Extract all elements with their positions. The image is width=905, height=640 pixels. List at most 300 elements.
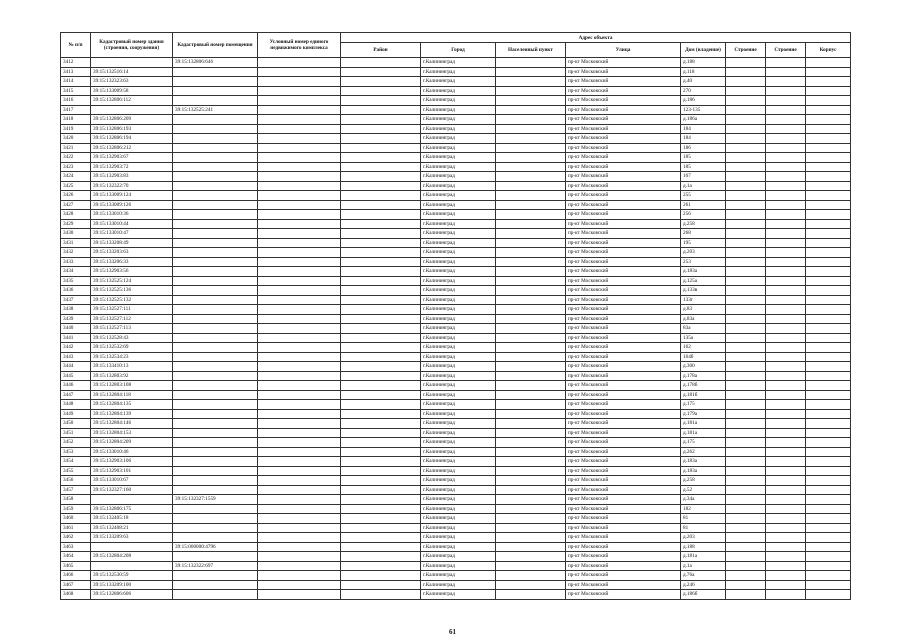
cell-building	[766, 419, 806, 429]
cell-building	[766, 191, 806, 201]
cell-room-cadastral	[173, 191, 258, 201]
cell-building	[766, 409, 806, 419]
cell-city: г.Калининград	[421, 409, 496, 419]
cell-house: д.186б	[681, 590, 726, 600]
table-row	[61, 514, 851, 524]
cell-building-cadastral: 39:15:132903:56	[91, 267, 173, 277]
cell-city: г.Калининград	[421, 438, 496, 448]
cell-street: пр-кт Московский	[566, 447, 681, 457]
cell-room-cadastral: 39:15:132806:646	[173, 58, 258, 68]
cell-building-cadastral: 39:15:132516:14	[91, 67, 173, 77]
cell-num: 3427	[61, 200, 91, 210]
cell-room-cadastral	[173, 77, 258, 87]
cell-num: 3456	[61, 476, 91, 486]
cell-building	[766, 495, 806, 505]
cell-street: пр-кт Московский	[566, 590, 681, 600]
cell-apartment	[806, 447, 851, 457]
cell-house: д.178а	[681, 371, 726, 381]
cell-district	[341, 162, 421, 172]
cell-building-cadastral: 39:15:132525:132	[91, 295, 173, 305]
cell-building-cadastral: 39:15:133206:33	[91, 257, 173, 267]
cell-settlement	[496, 200, 566, 210]
cell-apartment	[806, 381, 851, 391]
cell-apartment	[806, 219, 851, 229]
cell-district	[341, 115, 421, 125]
cell-street: пр-кт Московский	[566, 571, 681, 581]
cell-building-cadastral: 39:15:132408:21	[91, 523, 173, 533]
cell-apartment	[806, 153, 851, 163]
cell-settlement	[496, 552, 566, 562]
header-address-group: Адрес объекта	[341, 33, 851, 43]
cell-complex	[258, 295, 341, 305]
page-number: 61	[449, 628, 456, 636]
cell-num: 3452	[61, 438, 91, 448]
cell-district	[341, 143, 421, 153]
cell-building	[766, 580, 806, 590]
cell-num: 3429	[61, 219, 91, 229]
cell-house: 167	[681, 172, 726, 182]
cell-korpus	[726, 305, 766, 315]
cell-district	[341, 134, 421, 144]
cell-apartment	[806, 466, 851, 476]
cell-district	[341, 86, 421, 96]
cell-complex	[258, 371, 341, 381]
cell-num: 3457	[61, 485, 91, 495]
table-row	[61, 495, 851, 505]
cell-korpus	[726, 438, 766, 448]
cell-building-cadastral	[91, 561, 173, 571]
cell-building	[766, 153, 806, 163]
cell-settlement	[496, 134, 566, 144]
cell-complex	[258, 466, 341, 476]
cell-apartment	[806, 485, 851, 495]
cell-street: пр-кт Московский	[566, 390, 681, 400]
cell-building	[766, 352, 806, 362]
cell-room-cadastral	[173, 533, 258, 543]
cell-settlement	[496, 181, 566, 191]
cell-building-cadastral: 39:15:132806:212	[91, 143, 173, 153]
cell-city: г.Калининград	[421, 542, 496, 552]
cell-apartment	[806, 400, 851, 410]
cell-settlement	[496, 257, 566, 267]
cell-street: пр-кт Московский	[566, 428, 681, 438]
cell-settlement	[496, 390, 566, 400]
table-row	[61, 485, 851, 495]
cell-street: пр-кт Московский	[566, 343, 681, 353]
cell-korpus	[726, 143, 766, 153]
cell-district	[341, 153, 421, 163]
cell-complex	[258, 115, 341, 125]
table-row	[61, 333, 851, 343]
cell-num: 3425	[61, 181, 91, 191]
cell-city: г.Калининград	[421, 352, 496, 362]
header-house: Дом (владение)	[681, 43, 726, 58]
cell-korpus	[726, 419, 766, 429]
cell-building	[766, 552, 806, 562]
cell-complex	[258, 305, 341, 315]
cell-street: пр-кт Московский	[566, 96, 681, 106]
cell-settlement	[496, 514, 566, 524]
cell-house: д.175	[681, 400, 726, 410]
cell-apartment	[806, 371, 851, 381]
cell-building	[766, 67, 806, 77]
cell-street: пр-кт Московский	[566, 210, 681, 220]
cell-korpus	[726, 314, 766, 324]
cell-street: пр-кт Московский	[566, 267, 681, 277]
cell-complex	[258, 514, 341, 524]
cell-room-cadastral	[173, 352, 258, 362]
cell-district	[341, 305, 421, 315]
table-row	[61, 533, 851, 543]
cell-settlement	[496, 324, 566, 334]
table-row	[61, 96, 851, 106]
table-row	[61, 400, 851, 410]
cell-building-cadastral: 39:15:132322:70	[91, 181, 173, 191]
cell-num: 3462	[61, 533, 91, 543]
cell-complex	[258, 343, 341, 353]
cell-settlement	[496, 362, 566, 372]
cell-settlement	[496, 153, 566, 163]
cell-building-cadastral: 39:15:133010:46	[91, 447, 173, 457]
cell-complex	[258, 352, 341, 362]
cell-settlement	[496, 419, 566, 429]
table-row	[61, 286, 851, 296]
cell-room-cadastral	[173, 115, 258, 125]
cell-apartment	[806, 267, 851, 277]
cell-settlement	[496, 229, 566, 239]
cell-building	[766, 428, 806, 438]
cell-settlement	[496, 305, 566, 315]
cell-apartment	[806, 143, 851, 153]
table-row	[61, 324, 851, 334]
cell-complex	[258, 314, 341, 324]
cell-settlement	[496, 438, 566, 448]
cell-district	[341, 314, 421, 324]
cell-city: г.Калининград	[421, 447, 496, 457]
cell-district	[341, 124, 421, 134]
cell-street: пр-кт Московский	[566, 115, 681, 125]
cell-district	[341, 333, 421, 343]
cell-house: 81	[681, 514, 726, 524]
cell-num: 3423	[61, 162, 91, 172]
cell-street: пр-кт Московский	[566, 67, 681, 77]
cadastral-register-table	[60, 32, 851, 600]
cell-apartment	[806, 438, 851, 448]
cell-city: г.Калининград	[421, 295, 496, 305]
cell-house: 261	[681, 200, 726, 210]
cell-korpus	[726, 371, 766, 381]
cell-house: 268	[681, 229, 726, 239]
cell-apartment	[806, 352, 851, 362]
cell-settlement	[496, 343, 566, 353]
cell-house: д.203	[681, 248, 726, 258]
cell-settlement	[496, 381, 566, 391]
cell-apartment	[806, 172, 851, 182]
cell-district	[341, 590, 421, 600]
cell-complex	[258, 238, 341, 248]
cell-apartment	[806, 134, 851, 144]
cell-room-cadastral	[173, 143, 258, 153]
table-row	[61, 248, 851, 258]
cell-street: пр-кт Московский	[566, 219, 681, 229]
cell-street: пр-кт Московский	[566, 371, 681, 381]
cell-room-cadastral	[173, 504, 258, 514]
cell-city: г.Калининград	[421, 77, 496, 87]
cell-complex	[258, 105, 341, 115]
cell-num: 3449	[61, 409, 91, 419]
cell-complex	[258, 495, 341, 505]
cell-district	[341, 533, 421, 543]
cell-district	[341, 276, 421, 286]
cell-city: г.Калининград	[421, 495, 496, 505]
cell-settlement	[496, 77, 566, 87]
table-row	[61, 428, 851, 438]
cell-room-cadastral	[173, 124, 258, 134]
cell-building	[766, 172, 806, 182]
cell-house: 164б	[681, 352, 726, 362]
cell-street: пр-кт Московский	[566, 409, 681, 419]
cell-room-cadastral	[173, 172, 258, 182]
cell-korpus	[726, 533, 766, 543]
table-row	[61, 295, 851, 305]
cell-house: д.186	[681, 96, 726, 106]
cell-house: д.246	[681, 580, 726, 590]
cell-korpus	[726, 115, 766, 125]
cell-room-cadastral	[173, 523, 258, 533]
table-row	[61, 134, 851, 144]
cell-district	[341, 400, 421, 410]
cell-complex	[258, 571, 341, 581]
cell-district	[341, 362, 421, 372]
cell-korpus	[726, 523, 766, 533]
cell-settlement	[496, 542, 566, 552]
cell-korpus	[726, 552, 766, 562]
cell-num: 3421	[61, 143, 91, 153]
cell-building-cadastral: 39:15:132804:208	[91, 552, 173, 562]
cell-building	[766, 238, 806, 248]
cell-num: 3450	[61, 419, 91, 429]
cell-building-cadastral: 39:15:133010:44	[91, 219, 173, 229]
table-row	[61, 409, 851, 419]
cell-korpus	[726, 504, 766, 514]
cell-complex	[258, 58, 341, 68]
cell-room-cadastral	[173, 162, 258, 172]
cell-street: пр-кт Московский	[566, 286, 681, 296]
cell-settlement	[496, 124, 566, 134]
cell-room-cadastral	[173, 86, 258, 96]
cell-settlement	[496, 210, 566, 220]
cell-district	[341, 267, 421, 277]
cell-apartment	[806, 523, 851, 533]
cell-settlement	[496, 172, 566, 182]
cell-city: г.Калининград	[421, 419, 496, 429]
cell-complex	[258, 457, 341, 467]
cell-house: 253	[681, 257, 726, 267]
cell-num: 3459	[61, 504, 91, 514]
table-row	[61, 238, 851, 248]
cell-room-cadastral	[173, 96, 258, 106]
cell-building-cadastral: 39:15:132527:113	[91, 324, 173, 334]
cell-house: 184	[681, 134, 726, 144]
cell-settlement	[496, 67, 566, 77]
cell-street: пр-кт Московский	[566, 362, 681, 372]
table-header	[61, 33, 851, 58]
cell-korpus	[726, 457, 766, 467]
cell-building-cadastral: 39:15:132806:606	[91, 590, 173, 600]
cell-settlement	[496, 276, 566, 286]
cell-apartment	[806, 229, 851, 239]
cell-city: г.Калининград	[421, 200, 496, 210]
cell-settlement	[496, 191, 566, 201]
cell-house: д.183а	[681, 267, 726, 277]
cell-room-cadastral	[173, 485, 258, 495]
cell-num: 3415	[61, 86, 91, 96]
cell-complex	[258, 362, 341, 372]
cell-city: г.Калининград	[421, 400, 496, 410]
cell-settlement	[496, 314, 566, 324]
cell-district	[341, 438, 421, 448]
cell-complex	[258, 248, 341, 258]
cell-apartment	[806, 362, 851, 372]
cell-korpus	[726, 476, 766, 486]
header-settlement: Населенный пункт	[496, 43, 566, 58]
cell-district	[341, 343, 421, 353]
cell-num: 3442	[61, 343, 91, 353]
cell-building	[766, 77, 806, 87]
cell-korpus	[726, 162, 766, 172]
cell-room-cadastral	[173, 390, 258, 400]
cell-apartment	[806, 286, 851, 296]
cell-complex	[258, 219, 341, 229]
cell-room-cadastral	[173, 248, 258, 258]
cell-apartment	[806, 571, 851, 581]
cell-district	[341, 457, 421, 467]
cell-house: д.133в	[681, 286, 726, 296]
cell-city: г.Калининград	[421, 58, 496, 68]
cell-apartment	[806, 210, 851, 220]
cell-apartment	[806, 67, 851, 77]
cell-house: 185	[681, 162, 726, 172]
cell-settlement	[496, 286, 566, 296]
cell-building-cadastral: 39:15:133009:124	[91, 191, 173, 201]
table-row	[61, 86, 851, 96]
cell-city: г.Калининград	[421, 124, 496, 134]
cell-district	[341, 476, 421, 486]
cell-building	[766, 381, 806, 391]
cell-korpus	[726, 343, 766, 353]
cell-korpus	[726, 580, 766, 590]
cell-apartment	[806, 105, 851, 115]
cell-num: 3437	[61, 295, 91, 305]
cell-complex	[258, 476, 341, 486]
cell-settlement	[496, 457, 566, 467]
table-row	[61, 390, 851, 400]
cell-korpus	[726, 210, 766, 220]
cell-district	[341, 181, 421, 191]
cell-korpus	[726, 238, 766, 248]
cell-complex	[258, 552, 341, 562]
cell-complex	[258, 590, 341, 600]
cell-apartment	[806, 162, 851, 172]
cell-district	[341, 105, 421, 115]
cell-complex	[258, 172, 341, 182]
table-row	[61, 172, 851, 182]
cell-korpus	[726, 96, 766, 106]
cell-num: 3418	[61, 115, 91, 125]
table-row	[61, 153, 851, 163]
cell-num: 3422	[61, 153, 91, 163]
cell-district	[341, 295, 421, 305]
cell-num: 3458	[61, 495, 91, 505]
cell-street: пр-кт Московский	[566, 105, 681, 115]
table-row	[61, 181, 851, 191]
header-building-cadastral: Кадастровый номер здания (строения, сооружения)	[91, 33, 173, 58]
cell-street: пр-кт Московский	[566, 457, 681, 467]
cell-num: 3433	[61, 257, 91, 267]
cell-settlement	[496, 590, 566, 600]
cell-district	[341, 200, 421, 210]
cell-city: г.Калининград	[421, 514, 496, 524]
cell-city: г.Калининград	[421, 552, 496, 562]
cell-korpus	[726, 324, 766, 334]
cell-room-cadastral	[173, 305, 258, 315]
cell-building	[766, 58, 806, 68]
cell-building-cadastral: 39:15:132532:69	[91, 343, 173, 353]
table-row	[61, 352, 851, 362]
cell-building	[766, 314, 806, 324]
cell-room-cadastral	[173, 409, 258, 419]
cell-street: пр-кт Московский	[566, 77, 681, 87]
cell-building-cadastral: 39:15:133009:126	[91, 200, 173, 210]
cell-complex	[258, 447, 341, 457]
cell-apartment	[806, 86, 851, 96]
cell-street: пр-кт Московский	[566, 561, 681, 571]
cell-room-cadastral	[173, 457, 258, 467]
cell-house: д.188	[681, 542, 726, 552]
cell-settlement	[496, 409, 566, 419]
cell-street: пр-кт Московский	[566, 143, 681, 153]
cell-room-cadastral	[173, 200, 258, 210]
cell-street: пр-кт Московский	[566, 238, 681, 248]
cell-room-cadastral	[173, 371, 258, 381]
header-street: Улица	[566, 43, 681, 58]
cell-city: г.Калининград	[421, 96, 496, 106]
cell-district	[341, 523, 421, 533]
cell-street: пр-кт Московский	[566, 485, 681, 495]
cell-settlement	[496, 466, 566, 476]
cell-district	[341, 257, 421, 267]
cell-building-cadastral: 39:15:132804:135	[91, 400, 173, 410]
cell-building-cadastral: 39:15:132806:194	[91, 134, 173, 144]
cell-house: 81	[681, 523, 726, 533]
cell-korpus	[726, 333, 766, 343]
cell-room-cadastral	[173, 267, 258, 277]
cell-complex	[258, 561, 341, 571]
cell-apartment	[806, 504, 851, 514]
cell-building	[766, 371, 806, 381]
cell-complex	[258, 153, 341, 163]
cell-house: 133г	[681, 295, 726, 305]
cell-house: 162	[681, 343, 726, 353]
cell-num: 3430	[61, 229, 91, 239]
cell-complex	[258, 191, 341, 201]
cell-building-cadastral: 39:15:132327:160	[91, 485, 173, 495]
cell-building-cadastral: 39:15:133209:100	[91, 580, 173, 590]
cell-city: г.Калининград	[421, 238, 496, 248]
cell-house: д.40	[681, 77, 726, 87]
cell-street: пр-кт Московский	[566, 58, 681, 68]
cell-room-cadastral	[173, 552, 258, 562]
